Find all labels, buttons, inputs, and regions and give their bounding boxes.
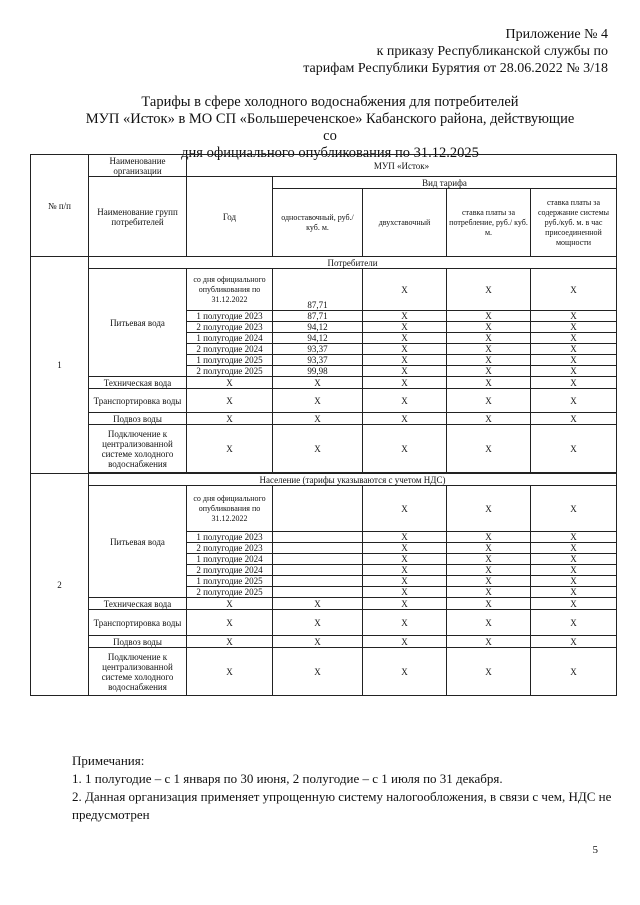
- table-row: [31, 425, 617, 473]
- x-cell: X: [447, 311, 531, 322]
- x-cell: X: [363, 565, 447, 576]
- period-cell: 1 полугодие 2025: [187, 355, 273, 366]
- x-cell: X: [273, 425, 363, 473]
- table-row: [31, 413, 617, 425]
- x-cell: X: [363, 389, 447, 413]
- row-label: Транспортировка воды: [89, 610, 187, 636]
- row-label: Техническая вода: [89, 598, 187, 610]
- x-cell: X: [447, 322, 531, 333]
- header-line-3: тарифам Республики Бурятия от 28.06.2022 № 3/18: [303, 61, 608, 76]
- row-label: Подключение к централизованной системе холодного водоснабжения: [89, 425, 187, 473]
- table-row: [31, 377, 617, 389]
- x-cell: X: [531, 486, 617, 532]
- section2-title: Население (тарифы указываются с учетом НДС): [89, 474, 617, 486]
- x-cell: X: [531, 322, 617, 333]
- x-cell: X: [447, 610, 531, 636]
- x-cell: X: [531, 636, 617, 648]
- table-row: [31, 486, 617, 532]
- section2-num: 2: [31, 474, 89, 696]
- x-cell: X: [187, 413, 273, 425]
- x-cell: X: [363, 486, 447, 532]
- table-row: [31, 598, 617, 610]
- period-cell: 1 полугодие 2024: [187, 333, 273, 344]
- x-cell: X: [363, 269, 447, 311]
- value-cell: [273, 587, 363, 598]
- row-label: Подвоз воды: [89, 636, 187, 648]
- x-cell: X: [531, 413, 617, 425]
- x-cell: X: [187, 610, 273, 636]
- row-label: Транспортировка воды: [89, 389, 187, 413]
- header-line-2: к приказу Республиканской службы по: [376, 44, 608, 59]
- value-cell: 94,12: [273, 333, 363, 344]
- value-cell: 93,37: [273, 355, 363, 366]
- x-cell: X: [447, 355, 531, 366]
- value-cell: 87,71: [273, 311, 363, 322]
- x-cell: X: [447, 269, 531, 311]
- header-two-rate: двухставочный: [363, 189, 447, 257]
- x-cell: X: [363, 554, 447, 565]
- x-cell: X: [447, 425, 531, 473]
- value-cell: [273, 486, 363, 532]
- x-cell: X: [363, 311, 447, 322]
- x-cell: X: [531, 269, 617, 311]
- x-cell: X: [363, 610, 447, 636]
- period-cell: со дня официального опубликования по 31.12.2022: [187, 269, 273, 311]
- section1-title: Потребители: [89, 257, 617, 269]
- x-cell: X: [531, 610, 617, 636]
- x-cell: X: [273, 377, 363, 389]
- x-cell: X: [447, 576, 531, 587]
- header-num: № п/п: [31, 155, 89, 257]
- period-cell: 2 полугодие 2025: [187, 366, 273, 377]
- section2-drinking-label: Питьевая вода: [89, 486, 187, 598]
- value-cell: [273, 565, 363, 576]
- x-cell: X: [187, 648, 273, 696]
- x-cell: X: [447, 587, 531, 598]
- value-cell: 99,98: [273, 366, 363, 377]
- period-cell: 2 полугодие 2024: [187, 344, 273, 355]
- x-cell: X: [531, 565, 617, 576]
- x-cell: X: [363, 425, 447, 473]
- x-cell: X: [187, 377, 273, 389]
- x-cell: X: [273, 610, 363, 636]
- x-cell: X: [363, 576, 447, 587]
- x-cell: X: [531, 366, 617, 377]
- x-cell: X: [273, 413, 363, 425]
- period-cell: 1 полугодие 2023: [187, 311, 273, 322]
- x-cell: X: [187, 598, 273, 610]
- x-cell: X: [363, 587, 447, 598]
- table-row: [31, 636, 617, 648]
- table-row: [31, 648, 617, 696]
- x-cell: X: [363, 322, 447, 333]
- x-cell: X: [447, 486, 531, 532]
- x-cell: X: [531, 344, 617, 355]
- x-cell: X: [447, 377, 531, 389]
- x-cell: X: [273, 389, 363, 413]
- header-year: Год: [187, 177, 273, 257]
- x-cell: X: [273, 598, 363, 610]
- table-row: [31, 269, 617, 311]
- notes-heading: Примечания:: [72, 753, 145, 768]
- x-cell: X: [447, 565, 531, 576]
- x-cell: X: [531, 576, 617, 587]
- x-cell: X: [363, 344, 447, 355]
- title-line-2: МУП «Исток» в МО СП «Большереченское» Кабанского района, действующие со: [85, 111, 575, 144]
- section1-drinking-label: Питьевая вода: [89, 269, 187, 377]
- row-label: Подвоз воды: [89, 413, 187, 425]
- header-line-1: Приложение № 4: [505, 27, 608, 42]
- header-single-rate: одноставочный, руб./ куб. м.: [273, 189, 363, 257]
- title-line-1: Тарифы в сфере холодного водоснабжения для потребителей: [141, 94, 519, 110]
- x-cell: X: [363, 333, 447, 344]
- x-cell: X: [531, 543, 617, 554]
- x-cell: X: [531, 598, 617, 610]
- x-cell: X: [363, 598, 447, 610]
- header-groups: Наименование групп потребителей: [89, 177, 187, 257]
- period-cell: 1 полугодие 2023: [187, 532, 273, 543]
- period-cell: 2 полугодие 2025: [187, 587, 273, 598]
- table-row: [31, 389, 617, 413]
- header-rate-maintenance: ставка платы за содержание системы руб./куб. м. в час присоединенной мощности: [531, 189, 617, 257]
- title-line-3: дня официального опубликования по 31.12.2025: [181, 145, 479, 161]
- header-org-value: МУП «Исток»: [187, 155, 617, 177]
- x-cell: X: [531, 355, 617, 366]
- value-cell: [273, 543, 363, 554]
- x-cell: X: [363, 543, 447, 554]
- x-cell: X: [363, 636, 447, 648]
- x-cell: X: [531, 532, 617, 543]
- x-cell: X: [531, 377, 617, 389]
- header-rate-consumption: ставка платы за потребление, руб./ куб. м.: [447, 189, 531, 257]
- x-cell: X: [531, 425, 617, 473]
- x-cell: X: [447, 366, 531, 377]
- period-cell: 1 полугодие 2025: [187, 576, 273, 587]
- x-cell: X: [187, 389, 273, 413]
- value-cell: 87,71: [273, 269, 363, 311]
- x-cell: X: [531, 554, 617, 565]
- x-cell: X: [531, 311, 617, 322]
- value-cell: 94,12: [273, 322, 363, 333]
- x-cell: X: [531, 587, 617, 598]
- row-label: Техническая вода: [89, 377, 187, 389]
- header-tariff-kind: Вид тарифа: [273, 177, 617, 189]
- x-cell: X: [447, 344, 531, 355]
- note-1: 1. 1 полугодие – с 1 января по 30 июня, 2 полугодие – с 1 июля по 31 декабря.: [72, 771, 503, 786]
- notes: [72, 752, 612, 824]
- x-cell: X: [447, 543, 531, 554]
- x-cell: X: [447, 333, 531, 344]
- x-cell: X: [531, 389, 617, 413]
- period-cell: 2 полугодие 2024: [187, 565, 273, 576]
- x-cell: X: [187, 425, 273, 473]
- document-header: [303, 26, 608, 77]
- value-cell: [273, 554, 363, 565]
- x-cell: X: [447, 636, 531, 648]
- x-cell: X: [187, 636, 273, 648]
- x-cell: X: [447, 598, 531, 610]
- x-cell: X: [531, 648, 617, 696]
- x-cell: X: [363, 366, 447, 377]
- x-cell: X: [531, 333, 617, 344]
- x-cell: X: [447, 413, 531, 425]
- x-cell: X: [363, 532, 447, 543]
- row-label: Подключение к централизованной системе холодного водоснабжения: [89, 648, 187, 696]
- page-number: 5: [592, 844, 598, 856]
- x-cell: X: [363, 413, 447, 425]
- value-cell: [273, 532, 363, 543]
- period-cell: со дня официального опубликования по 31.12.2022: [187, 486, 273, 532]
- section1-num: 1: [31, 257, 89, 474]
- x-cell: X: [447, 532, 531, 543]
- value-cell: [273, 576, 363, 587]
- period-cell: 1 полугодие 2024: [187, 554, 273, 565]
- x-cell: X: [363, 355, 447, 366]
- x-cell: X: [447, 648, 531, 696]
- tariff-table: [30, 154, 617, 696]
- table-row: [31, 610, 617, 636]
- x-cell: X: [363, 648, 447, 696]
- document-title: [80, 94, 580, 162]
- header-org-name: Наименование организации: [89, 155, 187, 177]
- note-2: 2. Данная организация применяет упрощенную систему налогообложения, в связи с чем, НДС не предусмотрен: [72, 789, 612, 822]
- x-cell: X: [447, 554, 531, 565]
- x-cell: X: [273, 648, 363, 696]
- x-cell: X: [363, 377, 447, 389]
- period-cell: 2 полугодие 2023: [187, 543, 273, 554]
- x-cell: X: [273, 636, 363, 648]
- x-cell: X: [447, 389, 531, 413]
- value-cell: 93,37: [273, 344, 363, 355]
- period-cell: 2 полугодие 2023: [187, 322, 273, 333]
